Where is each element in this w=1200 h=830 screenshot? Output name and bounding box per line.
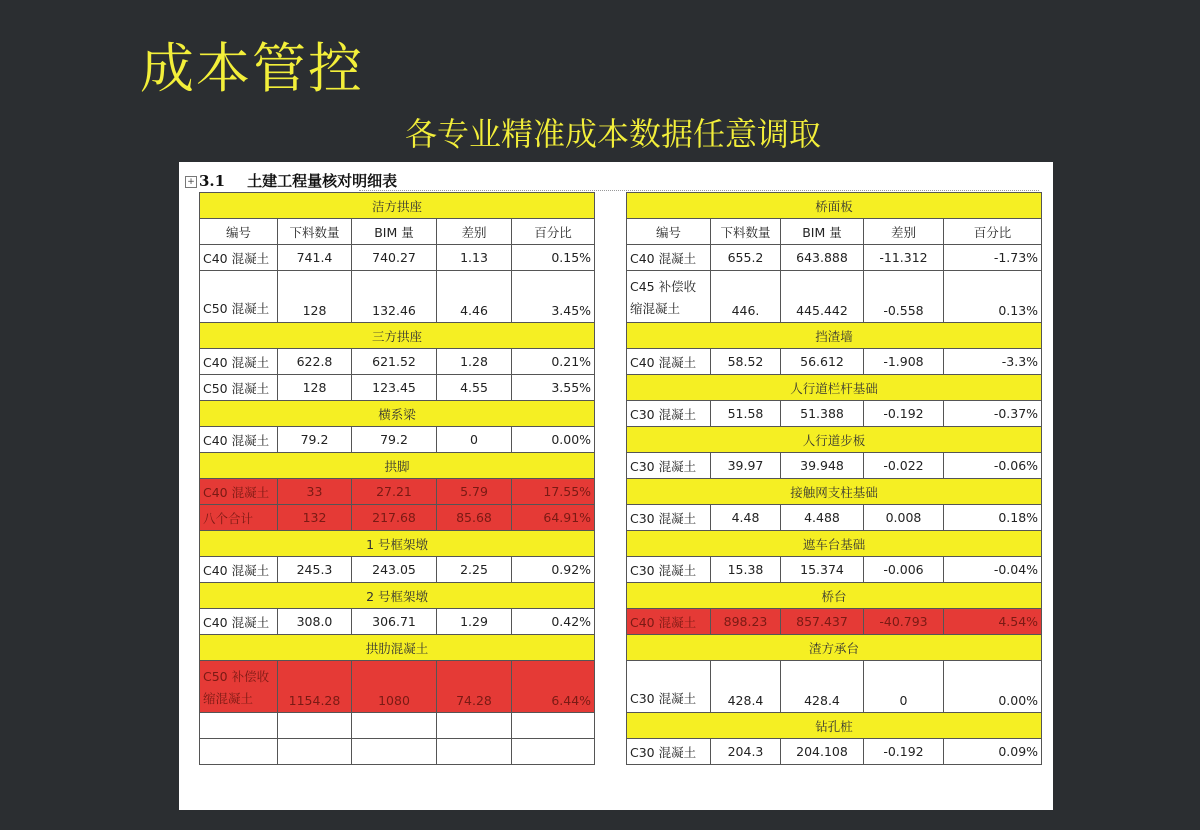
table-row (627, 401, 1042, 427)
table-cell: -0.006 (864, 557, 944, 583)
table-cell: -3.3% (944, 349, 1042, 375)
column-header: 百分比 (944, 219, 1042, 245)
table-cell: C40 混凝土 (200, 349, 278, 375)
table-cell: C40 混凝土 (627, 245, 711, 271)
table-cell: -1.73% (944, 245, 1042, 271)
table-cell: C50 混凝土 (200, 271, 278, 323)
table-row (200, 609, 595, 635)
table-cell: -0.192 (864, 739, 944, 765)
table-cell: 306.71 (352, 609, 437, 635)
table-cell: -0.558 (864, 271, 944, 323)
table-cell (512, 713, 595, 739)
table-row (627, 453, 1042, 479)
table-cell (352, 739, 437, 765)
table-cell: 1.13 (437, 245, 512, 271)
table-row (200, 349, 595, 375)
document-sheet (179, 162, 1053, 810)
table-cell: -0.06% (944, 453, 1042, 479)
table-cell: C30 混凝土 (627, 401, 711, 427)
table-row (200, 505, 595, 531)
table-cell: 0.09% (944, 739, 1042, 765)
section-title-row (200, 635, 595, 661)
section-title: 拱脚 (200, 453, 595, 479)
column-header: BIM 量 (352, 219, 437, 245)
table-cell: 15.374 (781, 557, 864, 583)
table-cell: 0 (864, 661, 944, 713)
table-cell: 39.948 (781, 453, 864, 479)
section-title: 三方拱座 (200, 323, 595, 349)
caption-rule (359, 190, 1039, 191)
table-cell: 0.21% (512, 349, 595, 375)
table-cell: 0 (437, 427, 512, 453)
table-cell: C40 混凝土 (200, 479, 278, 505)
table-cell: 4.54% (944, 609, 1042, 635)
table-cell (437, 713, 512, 739)
table-cell: C40 混凝土 (627, 609, 711, 635)
table-cell: 445.442 (781, 271, 864, 323)
column-header: 编号 (200, 219, 278, 245)
table-cell: 51.58 (711, 401, 781, 427)
table-cell: 1.29 (437, 609, 512, 635)
table-cell: C40 混凝土 (200, 245, 278, 271)
caption-text: 土建工程量核对明细表 (247, 172, 398, 190)
table-cell: 2.25 (437, 557, 512, 583)
section-title-row (200, 193, 595, 219)
table-cell: -0.04% (944, 557, 1042, 583)
section-title: 1 号框架墩 (200, 531, 595, 557)
table-cell: 3.45% (512, 271, 595, 323)
table-row (627, 739, 1042, 765)
section-title: 桥面板 (627, 193, 1042, 219)
table-row (627, 349, 1042, 375)
table-cell: 308.0 (278, 609, 352, 635)
table-cell: 245.3 (278, 557, 352, 583)
section-title: 2 号框架墩 (200, 583, 595, 609)
table-cell: C40 混凝土 (200, 557, 278, 583)
table-cell: 0.13% (944, 271, 1042, 323)
table-cell: 八个合计 (200, 505, 278, 531)
table-row (200, 245, 595, 271)
table-cell: 58.52 (711, 349, 781, 375)
table-cell: 217.68 (352, 505, 437, 531)
table-cell: 27.21 (352, 479, 437, 505)
table-cell (278, 739, 352, 765)
section-title-row (200, 453, 595, 479)
table-cell (437, 739, 512, 765)
table-cell: 1080 (352, 661, 437, 713)
table-move-handle-icon[interactable]: + (185, 176, 197, 188)
table-cell: 0.008 (864, 505, 944, 531)
table-cell: 85.68 (437, 505, 512, 531)
table-cell (278, 713, 352, 739)
section-title: 挡渣墙 (627, 323, 1042, 349)
table-cell: 15.38 (711, 557, 781, 583)
column-header: BIM 量 (781, 219, 864, 245)
table-row (627, 271, 1042, 323)
table-row (627, 245, 1042, 271)
section-title-row (627, 479, 1042, 505)
table-cell: 4.55 (437, 375, 512, 401)
column-header: 编号 (627, 219, 711, 245)
table-cell: C30 混凝土 (627, 557, 711, 583)
section-title: 人行道栏杆基础 (627, 375, 1042, 401)
table-cell: 243.05 (352, 557, 437, 583)
table-row (200, 375, 595, 401)
column-header-row (200, 219, 595, 245)
section-title-row (627, 427, 1042, 453)
column-header: 下料数量 (711, 219, 781, 245)
table-cell (200, 713, 278, 739)
table-cell: -0.192 (864, 401, 944, 427)
table-cell: -40.793 (864, 609, 944, 635)
table-cell: 6.44% (512, 661, 595, 713)
table-row (200, 427, 595, 453)
table-cell: 1154.28 (278, 661, 352, 713)
table-cell: 204.108 (781, 739, 864, 765)
section-title: 横系梁 (200, 401, 595, 427)
table-row (627, 609, 1042, 635)
section-title: 拱肋混凝土 (200, 635, 595, 661)
table-caption (199, 170, 397, 191)
table-row (200, 713, 595, 739)
slide-title: 成本管控 (140, 37, 364, 100)
table-cell: 446. (711, 271, 781, 323)
table-cell: 621.52 (352, 349, 437, 375)
table-cell: 622.8 (278, 349, 352, 375)
section-title-row (627, 635, 1042, 661)
table-row (627, 557, 1042, 583)
section-title: 渣方承台 (627, 635, 1042, 661)
column-header: 差别 (437, 219, 512, 245)
table-cell: C30 混凝土 (627, 661, 711, 713)
left-quantity-table (199, 192, 595, 765)
section-title: 桥台 (627, 583, 1042, 609)
table-cell: 898.23 (711, 609, 781, 635)
table-cell: 0.15% (512, 245, 595, 271)
table-cell (200, 739, 278, 765)
table-cell: 39.97 (711, 453, 781, 479)
section-title: 遮车台基础 (627, 531, 1042, 557)
section-title-row (627, 323, 1042, 349)
table-row (200, 271, 595, 323)
table-cell: 123.45 (352, 375, 437, 401)
table-cell: C45 补偿收缩混凝土 (627, 271, 711, 323)
section-title-row (200, 323, 595, 349)
table-row (200, 479, 595, 505)
table-cell: 17.55% (512, 479, 595, 505)
table-row (200, 661, 595, 713)
table-cell: 56.612 (781, 349, 864, 375)
table-cell: 204.3 (711, 739, 781, 765)
table-cell: 1.28 (437, 349, 512, 375)
table-cell: C50 补偿收缩混凝土 (200, 661, 278, 713)
table-cell: C30 混凝土 (627, 453, 711, 479)
table-cell: 428.4 (711, 661, 781, 713)
table-cell: -0.37% (944, 401, 1042, 427)
table-cell (352, 713, 437, 739)
table-cell: 79.2 (278, 427, 352, 453)
table-cell: 0.42% (512, 609, 595, 635)
table-cell: 0.00% (512, 427, 595, 453)
table-cell: -11.312 (864, 245, 944, 271)
table-cell: 655.2 (711, 245, 781, 271)
table-cell: 0.92% (512, 557, 595, 583)
section-title: 人行道步板 (627, 427, 1042, 453)
table-row (627, 505, 1042, 531)
table-row (627, 661, 1042, 713)
table-cell (512, 739, 595, 765)
column-header: 下料数量 (278, 219, 352, 245)
table-cell: C50 混凝土 (200, 375, 278, 401)
table-cell: 428.4 (781, 661, 864, 713)
table-cell: C40 混凝土 (627, 349, 711, 375)
table-cell: 74.28 (437, 661, 512, 713)
table-cell: 3.55% (512, 375, 595, 401)
table-cell: 64.91% (512, 505, 595, 531)
table-cell: 132 (278, 505, 352, 531)
table-row (200, 739, 595, 765)
table-cell: 740.27 (352, 245, 437, 271)
section-title-row (627, 713, 1042, 739)
section-title: 钻孔桩 (627, 713, 1042, 739)
right-quantity-table (626, 192, 1042, 765)
table-cell: 4.46 (437, 271, 512, 323)
column-header-row (627, 219, 1042, 245)
section-title-row (627, 583, 1042, 609)
table-cell: 4.48 (711, 505, 781, 531)
table-cell: 0.18% (944, 505, 1042, 531)
table-cell: 128 (278, 375, 352, 401)
table-cell: C30 混凝土 (627, 739, 711, 765)
table-cell: 857.437 (781, 609, 864, 635)
table-cell: 741.4 (278, 245, 352, 271)
column-header: 差别 (864, 219, 944, 245)
table-cell: 79.2 (352, 427, 437, 453)
section-title-row (200, 401, 595, 427)
table-cell: 33 (278, 479, 352, 505)
section-title-row (627, 531, 1042, 557)
table-cell: C30 混凝土 (627, 505, 711, 531)
table-cell: 5.79 (437, 479, 512, 505)
table-row (200, 557, 595, 583)
table-cell: -1.908 (864, 349, 944, 375)
table-cell: 4.488 (781, 505, 864, 531)
section-title-row (627, 375, 1042, 401)
section-title-row (627, 193, 1042, 219)
table-cell: 51.388 (781, 401, 864, 427)
section-title-row (200, 583, 595, 609)
section-title-row (200, 531, 595, 557)
caption-number: 3.1 (199, 172, 226, 190)
section-title: 接触网支柱基础 (627, 479, 1042, 505)
table-cell: -0.022 (864, 453, 944, 479)
column-header: 百分比 (512, 219, 595, 245)
table-cell: C40 混凝土 (200, 427, 278, 453)
table-cell: 0.00% (944, 661, 1042, 713)
slide-subtitle: 各专业精准成本数据任意调取 (405, 115, 822, 153)
table-cell: C40 混凝土 (200, 609, 278, 635)
table-cell: 132.46 (352, 271, 437, 323)
table-cell: 643.888 (781, 245, 864, 271)
table-cell: 128 (278, 271, 352, 323)
section-title: 洁方拱座 (200, 193, 595, 219)
